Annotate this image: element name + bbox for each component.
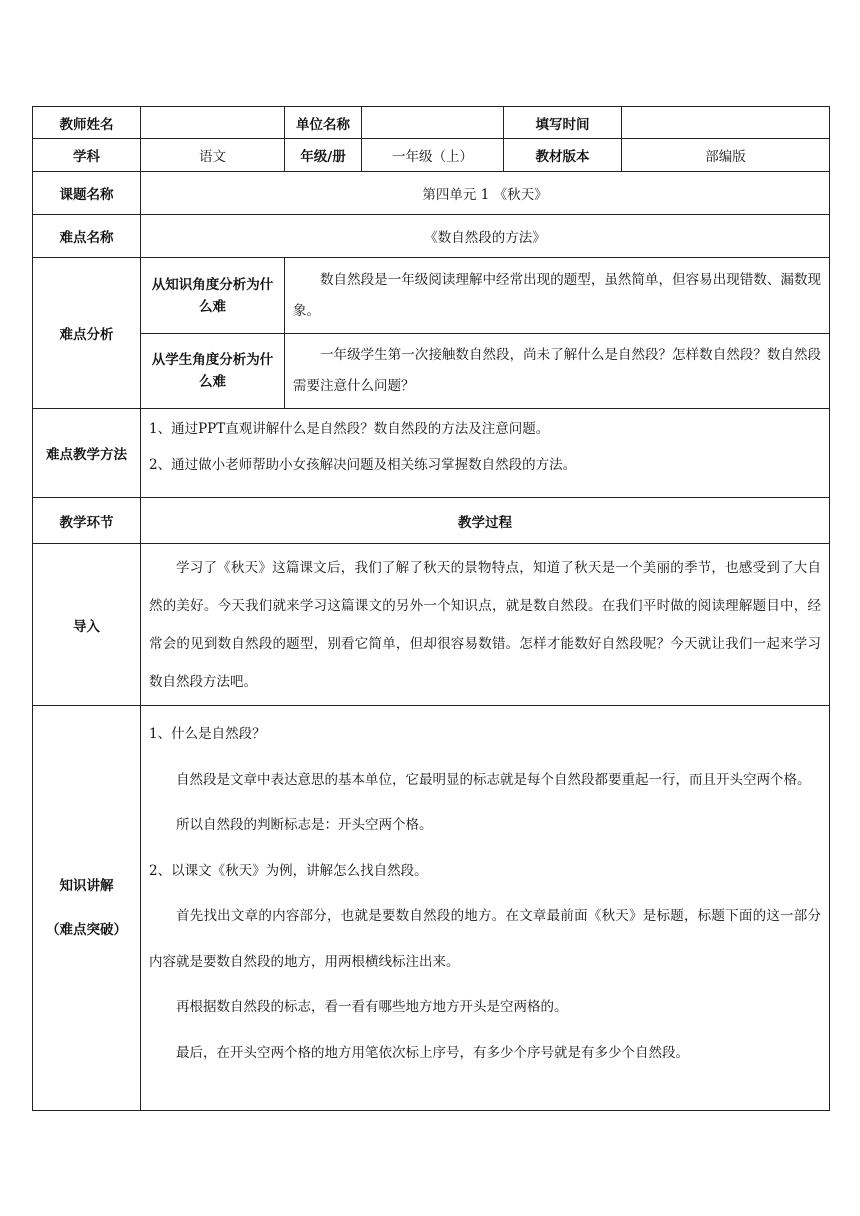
edition-value: 部编版	[622, 139, 830, 172]
subject-label: 学科	[33, 139, 141, 172]
process-header: 教学过程	[141, 498, 830, 544]
knowledge-paragraph-1: 1、什么是自然段？	[149, 726, 266, 742]
analysis-row-student	[33, 334, 830, 409]
intro-label: 导入	[33, 544, 141, 706]
knowledge-label: 知识讲解	[59, 878, 114, 894]
difficulty-value: 《数自然段的方法》	[141, 215, 830, 258]
header-row-1	[33, 107, 830, 139]
grade-value: 一年级（上）	[362, 139, 504, 172]
topic-row	[33, 172, 830, 215]
edition-label: 教材版本	[504, 139, 622, 172]
knowledge-paragraph-3: 所以自然段的判断标志是：开头空两个格。	[176, 817, 433, 833]
knowledge-content	[141, 706, 830, 1111]
method-item-2: 2、通过做小老师帮助小女孩解决问题及相关练习掌握数自然段的方法。	[149, 457, 577, 473]
methods-label: 难点教学方法	[33, 409, 141, 498]
date-label: 填写时间	[504, 107, 622, 139]
difficulty-label: 难点名称	[33, 215, 141, 258]
topic-label: 课题名称	[33, 172, 141, 215]
lesson-plan-table	[32, 106, 830, 1111]
knowledge-angle-label: 从知识角度分析为什么难	[141, 258, 285, 334]
knowledge-paragraph-5: 首先找出文章的内容部分，也就是要数自然段的地方。在文章最前面《秋天》是标题，标题下面的这一部分内容就是要数自然段的地方，用两根横线标注出来。	[149, 908, 821, 970]
stage-header: 教学环节	[33, 498, 141, 544]
knowledge-paragraph-2: 自然段是文章中表达意思的基本单位，它最明显的标志就是每个自然段都要重起一行，而且开头空两个格。	[176, 771, 811, 788]
intro-text: 学习了《秋天》这篇课文后，我们了解了秋天的景物特点，知道了秋天是一个美丽的季节，也感受到了大自然的美好。今天我们就来学习这篇课文的另外一个知识点，就是数自然段。在我们平时做的阅读理解题目中，经常会的见到数自然段的题型，别看它简单，但却很容易数错。怎样才能数好自然段呢？今天就让我们一起来学习数自然段方法吧。	[141, 544, 830, 706]
analysis-row-knowledge	[33, 258, 830, 334]
topic-value: 第四单元 1 《秋天》	[141, 172, 830, 215]
methods-row	[33, 409, 830, 498]
unit-value	[362, 107, 504, 139]
student-angle-text: 一年级学生第一次接触数自然段，尚未了解什么是自然段？怎样数自然段？数自然段需要注意什么问题？	[285, 334, 830, 409]
grade-label: 年级/册	[285, 139, 362, 172]
subject-value: 语文	[141, 139, 285, 172]
teacher-value	[141, 107, 285, 139]
process-header-row	[33, 498, 830, 544]
unit-label: 单位名称	[285, 107, 362, 139]
header-row-2	[33, 139, 830, 172]
date-value	[622, 107, 830, 139]
intro-row	[33, 544, 830, 706]
knowledge-sublabel: （难点突破）	[46, 922, 127, 938]
knowledge-paragraph-7: 最后，在开头空两个格的地方用笔依次标上序号，有多少个序号就是有多少个自然段。	[176, 1044, 689, 1061]
teacher-label: 教师姓名	[33, 107, 141, 139]
difficulty-row	[33, 215, 830, 258]
method-item-1: 1、通过PPT直观讲解什么是自然段？数自然段的方法及注意问题。	[149, 421, 550, 437]
student-angle-label: 从学生角度分析为什么难	[141, 334, 285, 409]
knowledge-paragraph-4: 2、以课文《秋天》为例，讲解怎么找自然段。	[149, 862, 428, 879]
analysis-label: 难点分析	[33, 258, 141, 409]
knowledge-label-cell	[33, 706, 141, 1111]
knowledge-paragraph-6: 再根据数自然段的标志，看一看有哪些地方地方开头是空两格的。	[176, 999, 568, 1015]
methods-list	[141, 409, 830, 498]
knowledge-row	[33, 706, 830, 1111]
knowledge-angle-text: 数自然段是一年级阅读理解中经常出现的题型，虽然简单，但容易出现错数、漏数现象。	[285, 258, 830, 334]
